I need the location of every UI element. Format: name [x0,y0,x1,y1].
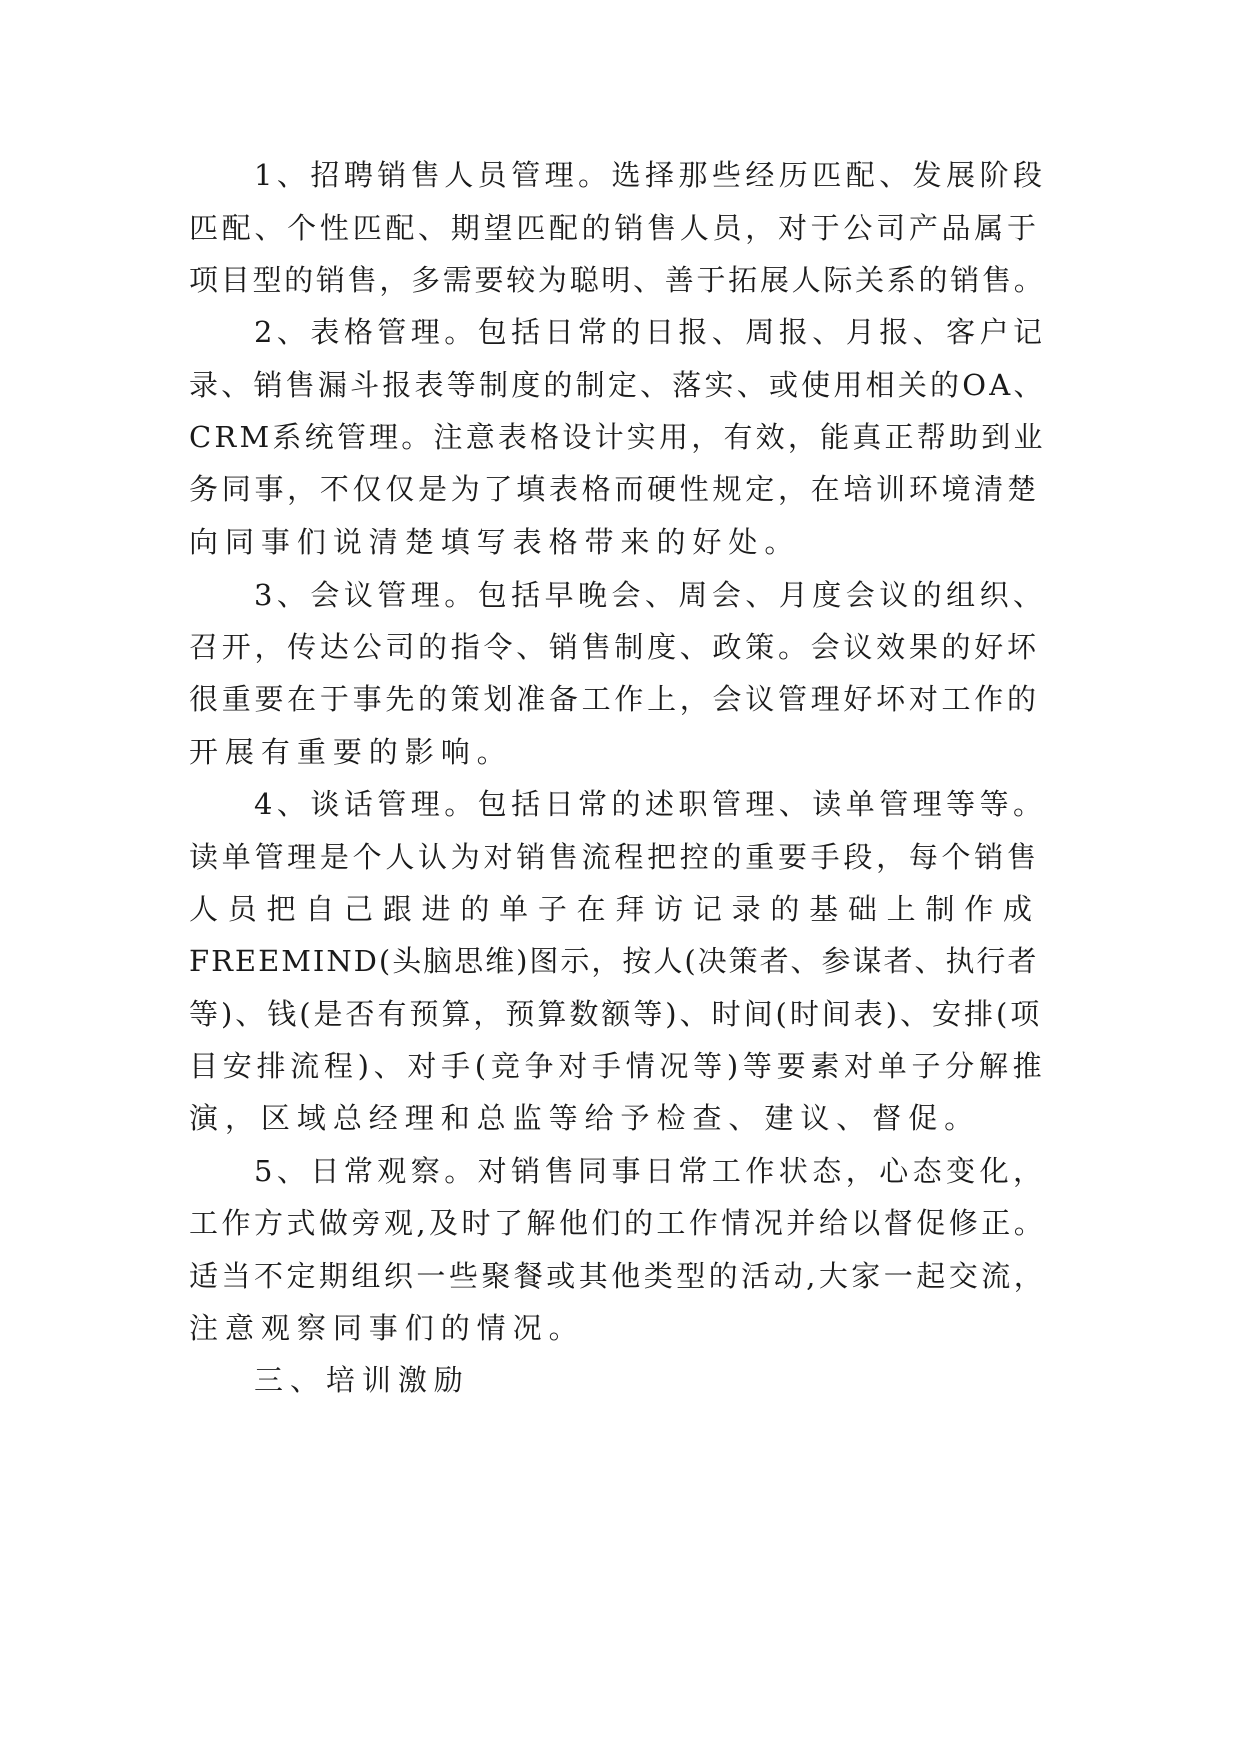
paragraph-1-line-3: 项目型的销售，多需要较为聪明、善于拓展人际关系的销售。 [189,263,1046,297]
paragraph-2-line-4: 务同事，不仅仅是为了填表格而硬性规定，在培训环境清楚 [189,472,1040,506]
paragraph-2-line-5: 向同事们说清楚填写表格带来的好处。 [189,525,801,559]
paragraph-1-line-1: 1、招聘销售人员管理。选择那些经历匹配、发展阶段 [254,158,1047,192]
paragraph-4-line-3: 人员把自己跟进的单子在拜访记录的基础上制作成 [189,892,1042,926]
paragraph-5-line-2: 工作方式做旁观,及时了解他们的工作情况并给以督促修正。 [189,1206,1047,1240]
paragraph-3-line-1: 3、会议管理。包括早晚会、周会、月度会议的组织、 [254,578,1047,612]
section-heading: 三、培训激励 [254,1363,470,1397]
paragraph-1-line-2: 匹配、个性匹配、期望匹配的销售人员，对于公司产品属于 [189,211,1040,245]
paragraph-5-line-1: 5、日常观察。对销售同事日常工作状态，心态变化， [254,1154,1047,1188]
paragraph-3-line-3: 很重要在于事先的策划准备工作上，会议管理好坏对工作的 [189,682,1040,716]
paragraph-5-line-4: 注意观察同事们的情况。 [189,1311,585,1345]
paragraph-4-line-6: 目安排流程)、对手(竞争对手情况等)等要素对单子分解推 [189,1049,1047,1083]
paragraph-2-line-2: 录、销售漏斗报表等制度的制定、落实、或使用相关的OA、 [189,368,1046,402]
paragraph-4-line-2: 读单管理是个人认为对销售流程把控的重要手段，每个销售 [189,840,1040,874]
paragraph-2-line-1: 2、表格管理。包括日常的日报、周报、月报、客户记 [254,315,1047,349]
paragraph-4-line-4: FREEMIND(头脑思维)图示，按人(决策者、参谋者、执行者 [189,944,1039,978]
paragraph-2-line-3: CRM系统管理。注意表格设计实用，有效，能真正帮助到业 [189,420,1046,454]
paragraph-4-line-7: 演，区域总经理和总监等给予检查、建议、督促。 [189,1101,981,1135]
paragraph-3-line-4: 开展有重要的影响。 [189,735,513,769]
paragraph-4-line-1: 4、谈话管理。包括日常的述职管理、读单管理等等。 [254,787,1047,821]
paragraph-4-line-5: 等)、钱(是否有预算，预算数额等)、时间(时间表)、安排(项 [189,997,1043,1031]
paragraph-3-line-2: 召开，传达公司的指令、销售制度、政策。会议效果的好坏 [189,630,1040,664]
paragraph-5-line-3: 适当不定期组织一些聚餐或其他类型的活动,大家一起交流， [189,1259,1047,1293]
